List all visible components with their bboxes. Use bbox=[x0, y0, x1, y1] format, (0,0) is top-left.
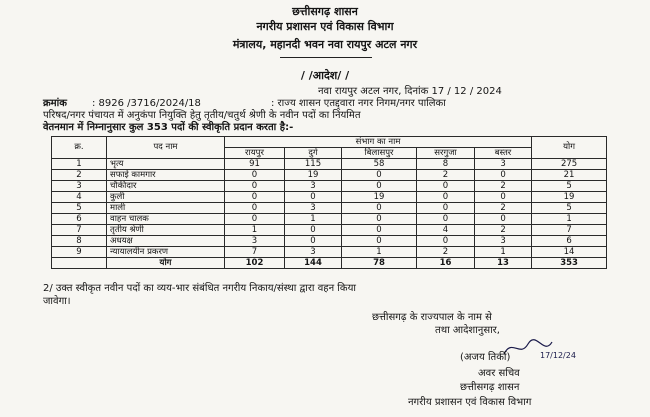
row-bilaspur-cell: 0 bbox=[342, 236, 417, 247]
row-durg-cell: 1 bbox=[285, 214, 342, 225]
row-sno-cell: 4 bbox=[52, 192, 107, 203]
para2-line-2: जावेगा। bbox=[43, 296, 71, 307]
row-total-cell: 5 bbox=[532, 203, 607, 214]
row-bastar-cell: 2 bbox=[475, 203, 532, 214]
order-title: / /आदेश/ / bbox=[300, 69, 350, 82]
row-bastar-cell: 2 bbox=[475, 181, 532, 192]
table-row bbox=[52, 181, 607, 192]
row-bilaspur-cell: 19 bbox=[342, 192, 417, 203]
division-durg: दुर्ग bbox=[285, 148, 342, 159]
row-post-cell: कुली bbox=[107, 192, 225, 203]
row-surguja-cell: 0 bbox=[417, 236, 475, 247]
row-post-cell: तृतीय श्रेणी bbox=[107, 225, 225, 236]
row-bastar-cell: 3 bbox=[475, 159, 532, 170]
total-durg: 144 bbox=[285, 258, 342, 269]
col-header-total: योग bbox=[532, 137, 607, 159]
row-raipur-cell: 0 bbox=[225, 170, 285, 181]
row-bilaspur-cell: 0 bbox=[342, 181, 417, 192]
row-bastar-cell: 0 bbox=[475, 170, 532, 181]
row-sno-cell: 1 bbox=[52, 159, 107, 170]
table-row bbox=[52, 225, 607, 236]
row-raipur-cell: 0 bbox=[225, 192, 285, 203]
row-total-cell: 5 bbox=[532, 181, 607, 192]
row-post-cell: माली bbox=[107, 203, 225, 214]
row-raipur-cell: 3 bbox=[225, 236, 285, 247]
row-post-cell: भृत्य bbox=[107, 159, 225, 170]
table-row bbox=[52, 214, 607, 225]
row-durg-cell: 0 bbox=[285, 236, 342, 247]
header-department: नगरीय प्रशासन एवं विकास विभाग bbox=[256, 20, 394, 33]
row-durg-cell: 19 bbox=[285, 170, 342, 181]
row-bilaspur-cell: 0 bbox=[342, 214, 417, 225]
row-surguja-cell: 0 bbox=[417, 181, 475, 192]
sign-line-1: छत्तीसगढ़ के राज्यपाल के नाम से bbox=[372, 312, 492, 323]
table-header-row bbox=[52, 137, 607, 148]
row-surguja-cell: 0 bbox=[417, 203, 475, 214]
signatory-name: (अजय तिर्की) bbox=[460, 352, 511, 363]
row-bastar-cell: 0 bbox=[475, 214, 532, 225]
posts-table bbox=[51, 136, 607, 269]
body-line-2: परिषद/नगर पंचायत में अनुकंपा नियुक्ति हेतु तृतीय/चतुर्थ श्रेणी के नवीन पदों का नियमित bbox=[43, 110, 361, 121]
row-raipur-cell: 0 bbox=[225, 203, 285, 214]
signatory-department: नगरीय प्रशासन एवं विकास विभाग bbox=[408, 397, 532, 408]
row-bastar-cell: 2 bbox=[475, 225, 532, 236]
row-durg-cell: 0 bbox=[285, 225, 342, 236]
row-total-cell: 275 bbox=[532, 159, 607, 170]
row-surguja-cell: 2 bbox=[417, 170, 475, 181]
row-bilaspur-cell: 0 bbox=[342, 203, 417, 214]
row-surguja-cell: 0 bbox=[417, 214, 475, 225]
row-bilaspur-cell: 0 bbox=[342, 225, 417, 236]
row-sno-cell: 2 bbox=[52, 170, 107, 181]
row-raipur-cell: 1 bbox=[225, 225, 285, 236]
row-sno-cell: 3 bbox=[52, 181, 107, 192]
row-total-cell: 6 bbox=[532, 236, 607, 247]
col-header-post: पद नाम bbox=[107, 137, 225, 159]
row-surguja-cell: 2 bbox=[417, 247, 475, 258]
col-header-sno: क्र. bbox=[52, 137, 107, 159]
row-raipur-cell: 0 bbox=[225, 214, 285, 225]
row-raipur-cell: 91 bbox=[225, 159, 285, 170]
division-raipur: रायपुर bbox=[225, 148, 285, 159]
row-post-cell: न्यायालयीन प्रकरण bbox=[107, 247, 225, 258]
row-raipur-cell: 0 bbox=[225, 181, 285, 192]
table-row bbox=[52, 236, 607, 247]
total-raipur: 102 bbox=[225, 258, 285, 269]
signatory-government: छत्तीसगढ़ शासन bbox=[460, 382, 520, 393]
place-date: नवा रायपुर अटल नगर, दिनांक 17 / 12 / 2024 bbox=[318, 86, 502, 97]
total-surguja: 16 bbox=[417, 258, 475, 269]
row-durg-cell: 3 bbox=[285, 203, 342, 214]
table-row bbox=[52, 203, 607, 214]
table-total-row bbox=[52, 258, 607, 269]
row-post-cell: वाहन चालक bbox=[107, 214, 225, 225]
table-row bbox=[52, 192, 607, 203]
row-raipur-cell: 7 bbox=[225, 247, 285, 258]
row-bastar-cell: 0 bbox=[475, 192, 532, 203]
row-sno-cell: 8 bbox=[52, 236, 107, 247]
row-total-cell: 19 bbox=[532, 192, 607, 203]
row-surguja-cell: 8 bbox=[417, 159, 475, 170]
row-durg-cell: 0 bbox=[285, 192, 342, 203]
sign-line-2: तथा आदेशानुसार, bbox=[435, 325, 500, 336]
header-address: मंत्रालय, महानदी भवन नवा रायपुर अटल नगर bbox=[232, 38, 418, 51]
row-sno-cell: 6 bbox=[52, 214, 107, 225]
row-post-cell: अधयक्ष bbox=[107, 236, 225, 247]
table-row bbox=[52, 170, 607, 181]
row-sno-cell: 9 bbox=[52, 247, 107, 258]
order-number: : 8926 /3716/2024/18 bbox=[92, 98, 201, 109]
row-surguja-cell: 4 bbox=[417, 225, 475, 236]
row-durg-cell: 3 bbox=[285, 181, 342, 192]
row-total-cell: 21 bbox=[532, 170, 607, 181]
grand-total: 353 bbox=[532, 258, 607, 269]
row-sno-cell: 7 bbox=[52, 225, 107, 236]
table-row bbox=[52, 159, 607, 170]
table-row bbox=[52, 247, 607, 258]
row-bilaspur-cell: 1 bbox=[342, 247, 417, 258]
division-bastar: बस्तर bbox=[475, 148, 532, 159]
header-divider bbox=[280, 57, 372, 58]
total-label: योग bbox=[107, 258, 225, 269]
signatory-designation: अवर सचिव bbox=[478, 368, 520, 379]
row-bilaspur-cell: 0 bbox=[342, 170, 417, 181]
body-line-1: : राज्य शासन एतद्द्वारा नगर निगम/नगर पालिका bbox=[271, 98, 446, 109]
total-bastar: 13 bbox=[475, 258, 532, 269]
division-bilaspur: बिलासपुर bbox=[342, 148, 417, 159]
row-durg-cell: 3 bbox=[285, 247, 342, 258]
row-total-cell: 14 bbox=[532, 247, 607, 258]
row-surguja-cell: 0 bbox=[417, 192, 475, 203]
handwritten-date: 17/12/24 bbox=[540, 351, 576, 360]
para2-line-1: 2/ उक्त स्वीकृत नवीन पदों का व्यय-भार संबंधित नगरीय निकाय/संस्था द्वारा वहन किया bbox=[43, 283, 356, 294]
row-durg-cell: 115 bbox=[285, 159, 342, 170]
header-government: छत्तीसगढ़ शासन bbox=[292, 5, 358, 18]
row-bastar-cell: 3 bbox=[475, 236, 532, 247]
col-header-division: संभाग का नाम bbox=[225, 137, 532, 148]
division-surguja: सरगुजा bbox=[417, 148, 475, 159]
total-sno-cell bbox=[52, 258, 107, 269]
total-bilaspur: 78 bbox=[342, 258, 417, 269]
row-bastar-cell: 1 bbox=[475, 247, 532, 258]
row-total-cell: 1 bbox=[532, 214, 607, 225]
row-sno-cell: 5 bbox=[52, 203, 107, 214]
order-number-label: क्रमांक bbox=[43, 98, 67, 109]
row-post-cell: सफाई कामगार bbox=[107, 170, 225, 181]
handwritten-signature bbox=[500, 336, 580, 362]
row-bilaspur-cell: 58 bbox=[342, 159, 417, 170]
body-line-3: वेतनमान में निम्नानुसार कुल 353 पदों की स्वीकृति प्रदान करता है:- bbox=[43, 122, 294, 133]
row-total-cell: 7 bbox=[532, 225, 607, 236]
row-post-cell: चौकीदार bbox=[107, 181, 225, 192]
